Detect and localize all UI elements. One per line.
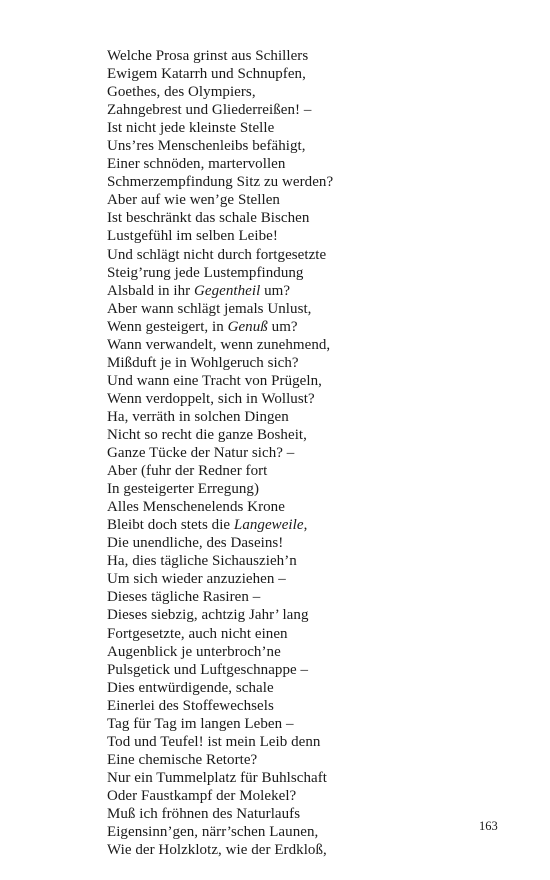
poem-line — [107, 282, 333, 300]
line-segment: Wenn gesteigert, in — [107, 318, 228, 335]
line-segment: Ha, verräth in solchen Dingen — [107, 408, 289, 425]
line-segment: Tod und Teufel! ist mein Leib denn — [107, 733, 321, 750]
line-segment: Goethes, des Olympiers, — [107, 84, 256, 101]
poem-line — [107, 47, 333, 65]
line-segment: Und schlägt nicht durch fortgesetzte — [107, 246, 327, 263]
poem-line — [107, 426, 333, 444]
line-segment: Ewigem Katarrh und Schnupfen, — [107, 66, 306, 83]
line-segment: Um sich wieder anzuziehen – — [107, 571, 286, 588]
line-segment: Alsbald in ihr — [107, 282, 194, 299]
line-segment: Dieses tägliche Rasiren – — [107, 589, 261, 606]
line-segment: Ganze Tücke der Natur sich? – — [107, 445, 295, 462]
line-segment: Einer schnöden, martervollen — [107, 156, 286, 173]
poem-line — [107, 336, 333, 354]
line-segment: Zahngebrest und Gliederreißen! – — [107, 102, 312, 119]
poem-line — [107, 191, 333, 209]
poem-line — [107, 498, 333, 516]
line-segment: Welche Prosa grinst aus Schillers — [107, 48, 309, 64]
poem-line — [107, 300, 333, 318]
emphasized-word: Genuß — [227, 318, 268, 335]
poem-line — [107, 769, 333, 787]
line-segment: Fortgesetzte, auch nicht einen — [107, 625, 288, 642]
poem-line — [107, 787, 333, 805]
line-segment: Und wann eine Tracht von Prügeln, — [107, 372, 322, 389]
poem-line — [107, 318, 333, 336]
line-segment: Lustgefühl im selben Leibe! — [107, 228, 278, 245]
line-segment: Eine chemische Retorte? — [107, 751, 258, 768]
poem-line — [107, 643, 333, 661]
poem-line — [107, 83, 333, 101]
poem-line — [107, 606, 333, 624]
poem-line — [107, 679, 333, 697]
line-segment: um? — [267, 318, 298, 335]
emphasized-word: Gegentheil — [194, 282, 261, 299]
poem-line — [107, 354, 333, 372]
line-segment: Wann verwandelt, wenn zunehmend, — [107, 336, 331, 353]
poem-line — [107, 155, 333, 173]
poem-line — [107, 390, 333, 408]
poem-line — [107, 516, 333, 534]
poem-line — [107, 805, 333, 823]
line-segment: Pulsgetick und Luftgeschnappe – — [107, 661, 309, 678]
line-segment: Ha, dies tägliche Sichauszieh’n — [107, 553, 297, 570]
poem-line — [107, 264, 333, 282]
poem-line — [107, 751, 333, 769]
poem-line — [107, 823, 333, 841]
line-segment: In gesteigerter Erregung) — [107, 481, 260, 498]
line-segment: Bleibt doch stets die — [107, 517, 234, 534]
line-segment: Nur ein Tummelplatz für Buhlschaft — [107, 769, 328, 786]
poem-line — [107, 661, 333, 679]
line-segment: Alles Menschenelends Krone — [107, 499, 285, 516]
line-segment: Schmerzempfindung Sitz zu werden? — [107, 174, 334, 191]
poem-line — [107, 209, 333, 227]
line-segment: Wie der Holzklotz, wie der Erdkloß, — [107, 842, 327, 859]
poem-line — [107, 372, 333, 390]
poem-line — [107, 462, 333, 480]
poem-line — [107, 570, 333, 588]
poem-line — [107, 588, 333, 606]
poem-line — [107, 625, 333, 643]
line-segment: , — [303, 517, 308, 534]
line-segment: Nicht so recht die ganze Bosheit, — [107, 426, 307, 443]
line-segment: Oder Faustkampf der Molekel? — [107, 787, 297, 804]
poem-line — [107, 534, 333, 552]
line-segment: Mißduft je in Wohlgeruch sich? — [107, 354, 299, 371]
poem-line — [107, 697, 333, 715]
poem-line — [107, 101, 333, 119]
poem-line — [107, 246, 333, 264]
poem-line — [107, 173, 333, 191]
line-segment: Aber wann schlägt jemals Unlust, — [107, 300, 312, 317]
poem-line — [107, 227, 333, 245]
line-segment: Die unendliche, des Daseins! — [107, 535, 284, 552]
line-segment: Uns’res Menschenleibs befähigt, — [107, 138, 306, 155]
poem-text — [107, 47, 333, 859]
line-segment: Aber (fuhr der Redner fort — [107, 463, 268, 480]
line-segment: Tag für Tag im langen Leben – — [107, 715, 294, 732]
poem-line — [107, 444, 333, 462]
line-segment: Ist nicht jede kleinste Stelle — [107, 120, 275, 137]
poem-line — [107, 841, 333, 859]
poem-line — [107, 137, 333, 155]
page-number: 163 — [479, 819, 498, 833]
line-segment: Augenblick je unterbroch’ne — [107, 643, 281, 660]
poem-line — [107, 119, 333, 137]
line-segment: Muß ich fröhnen des Naturlaufs — [107, 805, 301, 822]
line-segment: Steig’rung jede Lustempfindung — [107, 264, 304, 281]
line-segment: Wenn verdoppelt, sich in Wollust? — [107, 390, 315, 407]
emphasized-word: Langeweile — [233, 517, 304, 534]
line-segment: Eigensinn’gen, närr’schen Launen, — [107, 824, 319, 841]
poem-line — [107, 715, 333, 733]
line-segment: Dieses siebzig, achtzig Jahr’ lang — [107, 607, 309, 624]
line-segment: Einerlei des Stoffewechsels — [107, 697, 274, 714]
line-segment: Dies entwürdigende, schale — [107, 679, 274, 696]
poem-line — [107, 65, 333, 83]
poem-line — [107, 733, 333, 751]
line-segment: um? — [260, 282, 291, 299]
poem-line — [107, 408, 333, 426]
line-segment: Ist beschränkt das schale Bischen — [107, 210, 310, 227]
poem-line — [107, 480, 333, 498]
poem-line — [107, 552, 333, 570]
line-segment: Aber auf wie wen’ge Stellen — [107, 192, 280, 209]
